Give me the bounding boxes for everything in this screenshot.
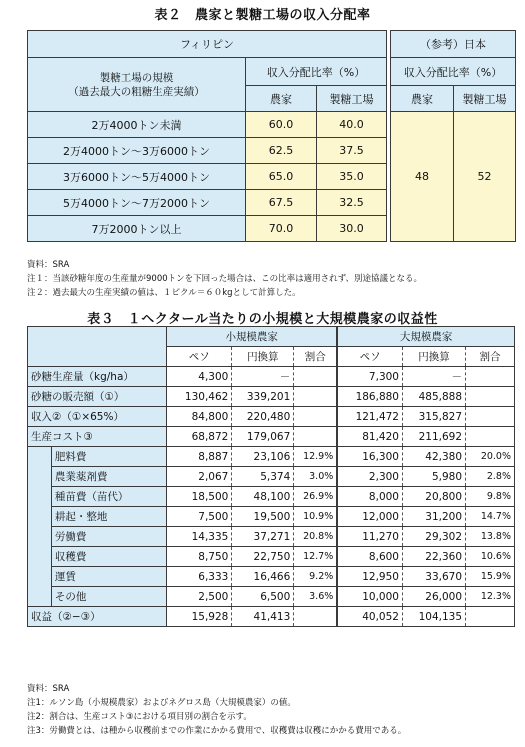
row-label: 運賃 xyxy=(51,567,166,587)
ratio-header: 収入分配比率（%） xyxy=(246,58,387,86)
farmer-value: 62.5 xyxy=(246,138,317,164)
small-yen: 16,466 xyxy=(232,567,294,587)
large-farm-header: 大規模農家 xyxy=(337,327,514,347)
large-ratio: 9.8% xyxy=(466,487,515,507)
large-peso: 12,950 xyxy=(337,567,402,587)
factory-value: 40.0 xyxy=(317,112,387,138)
note-line: 注2：割合は、生産コスト③における項目別の割合を示す。 xyxy=(27,712,252,722)
large-peso: 40,052 xyxy=(337,607,402,627)
small-peso: 84,800 xyxy=(167,407,232,427)
large-ratio: 2.8% xyxy=(466,467,515,487)
small-ratio xyxy=(294,367,337,387)
large-ratio: 20.0% xyxy=(466,447,515,467)
table-row xyxy=(28,567,515,587)
japan-farmer-value: 48 xyxy=(391,112,454,242)
col-yen: 円換算 xyxy=(232,347,294,367)
table-row xyxy=(28,447,515,467)
large-ratio xyxy=(466,427,515,447)
large-peso: 7,300 xyxy=(337,367,402,387)
small-peso: 6,333 xyxy=(167,567,232,587)
small-peso: 15,928 xyxy=(167,607,232,627)
small-ratio: 12.7% xyxy=(294,547,337,567)
small-peso: 14,335 xyxy=(167,527,232,547)
large-ratio: 15.9% xyxy=(466,567,515,587)
row-label: 砂糖生産量（kg/ha） xyxy=(28,367,167,387)
scale-header-line2: （過去最大の粗糖生産実績） xyxy=(68,85,205,98)
row-label: 種苗費（苗代） xyxy=(51,487,166,507)
small-yen: 22,750 xyxy=(232,547,294,567)
note-line: 注1：ルソン島（小規模農家）およびネグロス島（大規模農家）の値。 xyxy=(27,698,296,708)
small-yen: 5,374 xyxy=(232,467,294,487)
ratio-header-japan: 収入分配比率（%） xyxy=(391,58,516,86)
farmer-value: 60.0 xyxy=(246,112,317,138)
small-yen: 19,500 xyxy=(232,507,294,527)
factory-value: 37.5 xyxy=(317,138,387,164)
small-ratio: 12.9% xyxy=(294,447,337,467)
table2-title: 表２ 農家と製糖工場の収入分配率 xyxy=(154,8,371,23)
note-line: 資料：SRA xyxy=(27,260,70,270)
row-label: 砂糖の販売額（①） xyxy=(28,387,167,407)
small-peso: 130,462 xyxy=(167,387,232,407)
small-ratio: 26.9% xyxy=(294,487,337,507)
large-peso: 11,270 xyxy=(337,527,402,547)
note-line: 注3：労働費とは、は種から収穫前までの作業にかかる費用で、収穫費は収穫にかかる費用である。 xyxy=(27,726,407,736)
table-row xyxy=(28,547,515,567)
small-peso: 2,500 xyxy=(167,587,232,607)
large-yen: 26,000 xyxy=(402,587,465,607)
col-ratio: 割合 xyxy=(294,347,337,367)
large-yen: 22,360 xyxy=(402,547,465,567)
farmer-value: 65.0 xyxy=(246,164,317,190)
table-row xyxy=(28,487,515,507)
large-peso: 186,880 xyxy=(337,387,402,407)
large-peso: 81,420 xyxy=(337,427,402,447)
large-yen: 485,888 xyxy=(402,387,465,407)
row-label: 労働費 xyxy=(51,527,166,547)
philippines-header: フィリピン xyxy=(28,31,387,58)
scale-label: 7万2000トン以上 xyxy=(28,216,246,242)
small-yen: 6,500 xyxy=(232,587,294,607)
note-line: 資料：SRA xyxy=(27,684,70,694)
col-peso: ペソ xyxy=(167,347,232,367)
small-peso: 7,500 xyxy=(167,507,232,527)
small-ratio xyxy=(294,427,337,447)
large-yen: － xyxy=(402,367,465,387)
table3 xyxy=(27,326,515,627)
small-yen: 339,201 xyxy=(232,387,294,407)
scale-label: 3万6000トン～5万4000トン xyxy=(28,164,246,190)
large-ratio xyxy=(466,407,515,427)
table-row xyxy=(28,387,515,407)
table-row xyxy=(28,527,515,547)
large-peso: 12,000 xyxy=(337,507,402,527)
large-peso: 8,000 xyxy=(337,487,402,507)
large-peso: 16,300 xyxy=(337,447,402,467)
small-yen: 220,480 xyxy=(232,407,294,427)
row-label: 耕起・整地 xyxy=(51,507,166,527)
large-yen: 104,135 xyxy=(402,607,465,627)
small-yen: － xyxy=(232,367,294,387)
row-label: 収益（②−③） xyxy=(28,607,167,627)
note-line: 注１：当該砂糖年度の生産量が9000トンを下回った場合は、この比率は適用されず、別途協議となる。 xyxy=(27,274,422,284)
small-ratio: 9.2% xyxy=(294,567,337,587)
small-peso: 18,500 xyxy=(167,487,232,507)
large-ratio xyxy=(466,367,515,387)
table-row xyxy=(28,507,515,527)
table3-notes xyxy=(27,682,406,738)
large-yen: 211,692 xyxy=(402,427,465,447)
row-label: 農業薬剤費 xyxy=(51,467,166,487)
japan-factory-value: 52 xyxy=(454,112,516,242)
table-row xyxy=(28,587,515,607)
scale-header xyxy=(28,58,246,112)
large-peso: 10,000 xyxy=(337,587,402,607)
japan-header: （参考）日本 xyxy=(391,31,516,58)
factory-value: 35.0 xyxy=(317,164,387,190)
small-ratio xyxy=(294,607,337,627)
small-yen: 37,271 xyxy=(232,527,294,547)
small-yen: 41,413 xyxy=(232,607,294,627)
col-peso-large: ペソ xyxy=(337,347,402,367)
large-yen: 31,200 xyxy=(402,507,465,527)
table-row xyxy=(28,607,515,627)
small-farm-header: 小規模農家 xyxy=(167,327,338,347)
scale-label: 5万4000トン～7万2000トン xyxy=(28,190,246,216)
table3-title: 表３ １ヘクタール当たりの小規模と大規模農家の収益性 xyxy=(87,312,438,327)
large-yen: 20,800 xyxy=(402,487,465,507)
large-ratio: 10.6% xyxy=(466,547,515,567)
small-ratio xyxy=(294,387,337,407)
small-peso: 4,300 xyxy=(167,367,232,387)
col-factory: 製糖工場 xyxy=(317,86,387,112)
small-peso: 2,067 xyxy=(167,467,232,487)
scale-label: 2万4000トン～3万6000トン xyxy=(28,138,246,164)
table-row xyxy=(28,407,515,427)
large-peso: 2,300 xyxy=(337,467,402,487)
col-yen-large: 円換算 xyxy=(402,347,465,367)
small-yen: 23,106 xyxy=(232,447,294,467)
large-yen: 33,670 xyxy=(402,567,465,587)
small-yen: 179,067 xyxy=(232,427,294,447)
small-ratio: 20.8% xyxy=(294,527,337,547)
scale-header-line1: 製糖工場の規模 xyxy=(99,71,174,84)
row-label: 肥料費 xyxy=(51,447,166,467)
large-peso: 8,600 xyxy=(337,547,402,567)
col-factory-japan: 製糖工場 xyxy=(454,86,516,112)
table-row xyxy=(28,427,515,447)
small-peso: 8,887 xyxy=(167,447,232,467)
large-ratio: 14.7% xyxy=(466,507,515,527)
col-farmer-japan: 農家 xyxy=(391,86,454,112)
small-ratio: 3.0% xyxy=(294,467,337,487)
row-label: 収穫費 xyxy=(51,547,166,567)
scale-label: 2万4000トン未満 xyxy=(28,112,246,138)
col-farmer: 農家 xyxy=(246,86,317,112)
large-yen: 42,380 xyxy=(402,447,465,467)
small-ratio: 3.6% xyxy=(294,587,337,607)
large-ratio xyxy=(466,607,515,627)
large-yen: 29,302 xyxy=(402,527,465,547)
col-ratio-large: 割合 xyxy=(466,347,515,367)
small-peso: 68,872 xyxy=(167,427,232,447)
small-ratio xyxy=(294,407,337,427)
row-label: その他 xyxy=(51,587,166,607)
large-yen: 5,980 xyxy=(402,467,465,487)
table2-notes xyxy=(27,258,422,300)
small-peso: 8,750 xyxy=(167,547,232,567)
note-line: 注２：過去最大の生産実績の値は、１ピクル＝６０kgとして計算した。 xyxy=(27,288,301,298)
factory-value: 30.0 xyxy=(317,216,387,242)
table2 xyxy=(27,30,516,242)
farmer-value: 67.5 xyxy=(246,190,317,216)
large-ratio: 12.3% xyxy=(466,587,515,607)
row-label: 生産コスト③ xyxy=(28,427,167,447)
table-row xyxy=(28,367,515,387)
farmer-value: 70.0 xyxy=(246,216,317,242)
large-peso: 121,472 xyxy=(337,407,402,427)
factory-value: 32.5 xyxy=(317,190,387,216)
small-yen: 48,100 xyxy=(232,487,294,507)
corner-cell xyxy=(28,327,167,367)
row-label: 収入②（①×65%） xyxy=(28,407,167,427)
large-ratio xyxy=(466,387,515,407)
large-ratio: 13.8% xyxy=(466,527,515,547)
table-row xyxy=(28,467,515,487)
large-yen: 315,827 xyxy=(402,407,465,427)
small-ratio: 10.9% xyxy=(294,507,337,527)
